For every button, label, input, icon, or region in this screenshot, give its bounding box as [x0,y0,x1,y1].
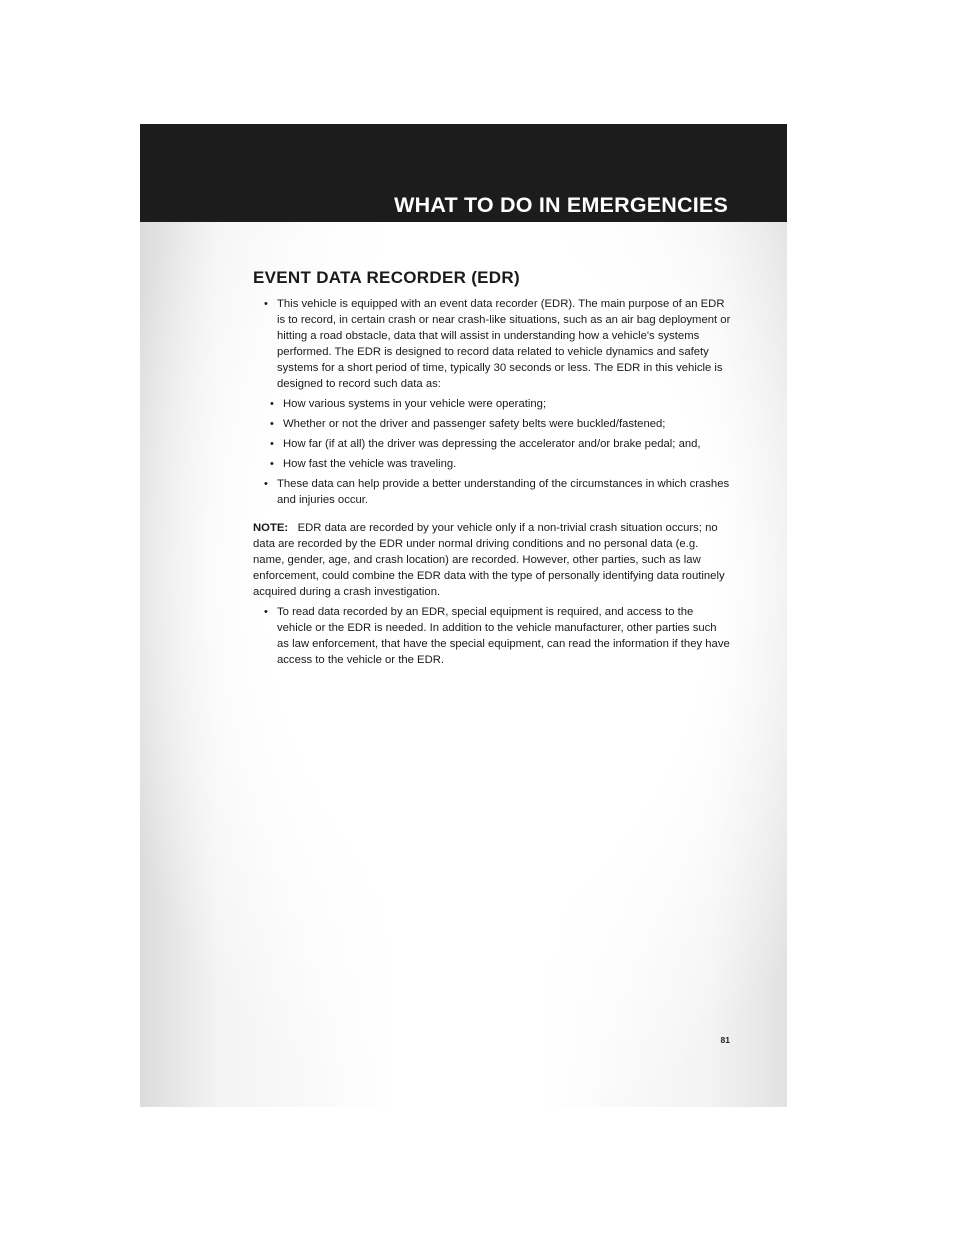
list-item-text: Whether or not the driver and passenger safety belts were buckled/fastened; [283,418,666,430]
list-item-text: How fast the vehicle was traveling. [283,458,457,470]
list-item [253,296,731,392]
bullet-icon: • [264,606,268,618]
manual-page [140,124,787,1107]
note-text: EDR data are recorded by your vehicle only if a non-trivial crash situation occurs; no data are recorded by the EDR under normal driving conditions and no personal data (e.g. name, gender, age, and crash location) are recorded. However, other parties, such as law enforcement, could combine the EDR data with the type of personally identifying data routinely acquired during a crash investigation. [253,522,725,598]
list-item-text: This vehicle is equipped with an event data recorder (EDR). The main purpose of an EDR is to record, in certain crash or near crash-like situations, such as an air bag deployment or hitting a road obstacle, data that will assist in understanding how a vehicle's systems performed. The EDR is designed to record data related to vehicle dynamics and safety systems for a short period of time, typically 30 seconds or less. The EDR in this vehicle is designed to record such data as: [277,298,731,390]
chapter-title: WHAT TO DO IN EMERGENCIES [394,193,728,217]
page-content [253,268,731,672]
bullet-list-bottom [253,604,731,668]
note-label: NOTE: [253,522,289,534]
bullet-icon: • [270,418,274,430]
header-band [140,124,787,222]
list-item [253,436,731,452]
list-item [253,416,731,432]
bullet-icon: • [264,298,268,310]
list-item-text: To read data recorded by an EDR, special equipment is required, and access to the vehicle or the EDR is needed. In addition to the vehicle manufacturer, other parties such as law enforcement, that have the special equipment, can read the information if they have access to the vehicle or the EDR. [277,606,730,666]
list-item-text: How far (if at all) the driver was depressing the accelerator and/or brake pedal; and, [283,438,701,450]
list-item-text: These data can help provide a better understanding of the circumstances in which crashes and injuries occur. [277,478,730,506]
bullet-icon: • [270,398,274,410]
section-title: EVENT DATA RECORDER (EDR) [253,268,520,287]
list-item [253,604,731,668]
list-item [253,396,731,412]
list-item [253,456,731,472]
bullet-icon: • [270,438,274,450]
bullet-icon: • [264,478,268,490]
list-item [253,476,731,508]
bullet-icon: • [270,458,274,470]
page-number: 81 [720,1035,730,1045]
bullet-list-top [253,296,731,508]
list-item-text: How various systems in your vehicle were operating; [283,398,547,410]
note-paragraph [253,520,731,600]
